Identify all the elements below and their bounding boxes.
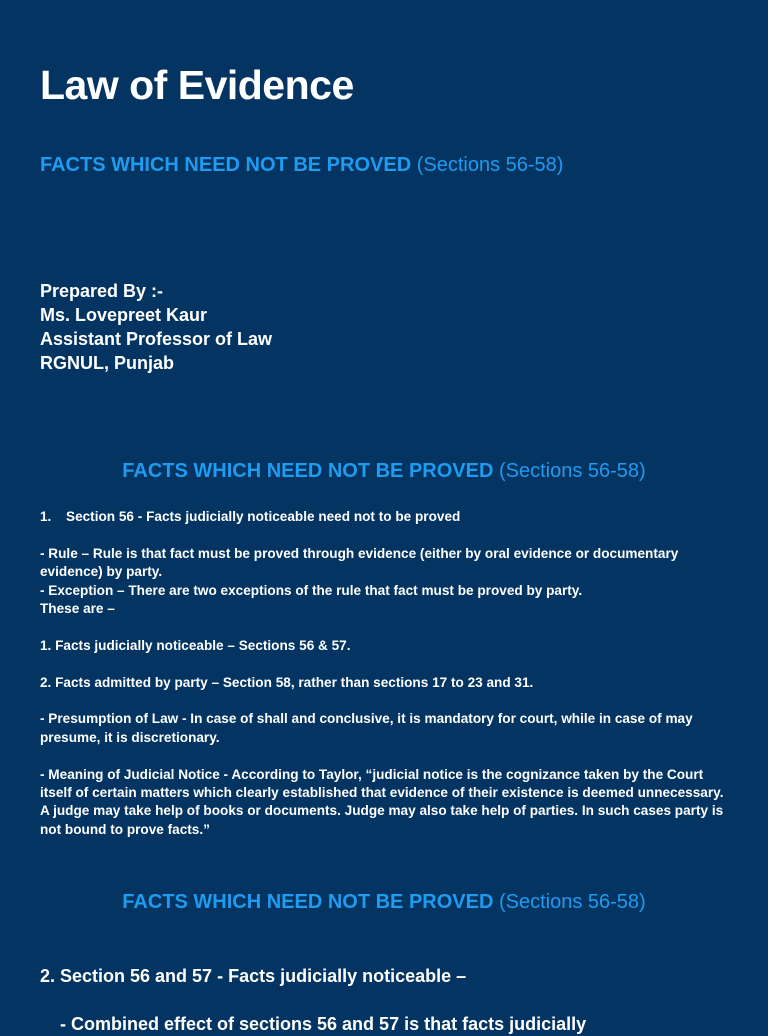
slide-heading: [0, 889, 768, 915]
title-slide: [0, 0, 768, 430]
item-text: Section 56 - Facts judicially noticeable need not to be proved: [66, 509, 461, 524]
these-are-line: These are –: [40, 601, 115, 617]
subtitle-sections: (Sections 56-58): [411, 154, 564, 176]
document-title: Law of Evidence: [40, 62, 354, 108]
exception-paragraph: - Exception – There are two exceptions of the rule that fact must be proved by party.: [40, 582, 583, 598]
heading-main: FACTS WHICH NEED NOT BE PROVED: [122, 460, 494, 482]
slide-heading: [0, 458, 768, 484]
content-slide-sections-56-57: [0, 852, 768, 1034]
slide-body: [40, 508, 732, 839]
point-1: 1. Facts judicially noticeable – Sections 56 & 57.: [40, 637, 351, 653]
author-line-institution: RGNUL, Punjab: [40, 353, 174, 373]
point-2: 2. Facts admitted by party – Section 58, rather than sections 17 to 23 and 31.: [40, 674, 534, 690]
heading-main: FACTS WHICH NEED NOT BE PROVED: [122, 891, 494, 913]
author-line-name: Ms. Lovepreet Kaur: [40, 305, 208, 325]
combined-effect-line: - Combined effect of sections 56 and 57 is that facts judicially: [60, 1014, 587, 1034]
author-block: [40, 279, 272, 375]
content-slide-section-56: [0, 430, 768, 852]
judicial-notice-paragraph: - Meaning of Judicial Notice - According to Taylor, “judicial notice is the cognizance taken by the Court itself of certain matters which clearly established that evidence of their existence is deemed unnecessary. A judge may take help of books or documents. Judge may also take help of parties. In such cases party is not bound to prove facts.”: [40, 766, 724, 837]
presumption-paragraph: - Presumption of Law - In case of shall and conclusive, it is mandatory for court, while in case of may presume, it is discretionary.: [40, 711, 693, 745]
subtitle-main: FACTS WHICH NEED NOT BE PROVED: [40, 154, 412, 176]
author-line-position: Assistant Professor of Law: [40, 329, 273, 349]
author-line-prepared-by: Prepared By :-: [40, 281, 164, 301]
document-subtitle: [40, 152, 563, 178]
numbered-item-1: [40, 508, 732, 526]
heading-sections: (Sections 56-58): [493, 460, 646, 482]
rule-paragraph: - Rule – Rule is that fact must be proved through evidence (either by oral evidence or documentary evidence) by party.: [40, 545, 679, 580]
numbered-item-2: 2. Section 56 and 57 - Facts judicially noticeable –: [40, 966, 467, 986]
heading-sections: (Sections 56-58): [493, 891, 646, 913]
item-number: 1.: [40, 509, 52, 524]
